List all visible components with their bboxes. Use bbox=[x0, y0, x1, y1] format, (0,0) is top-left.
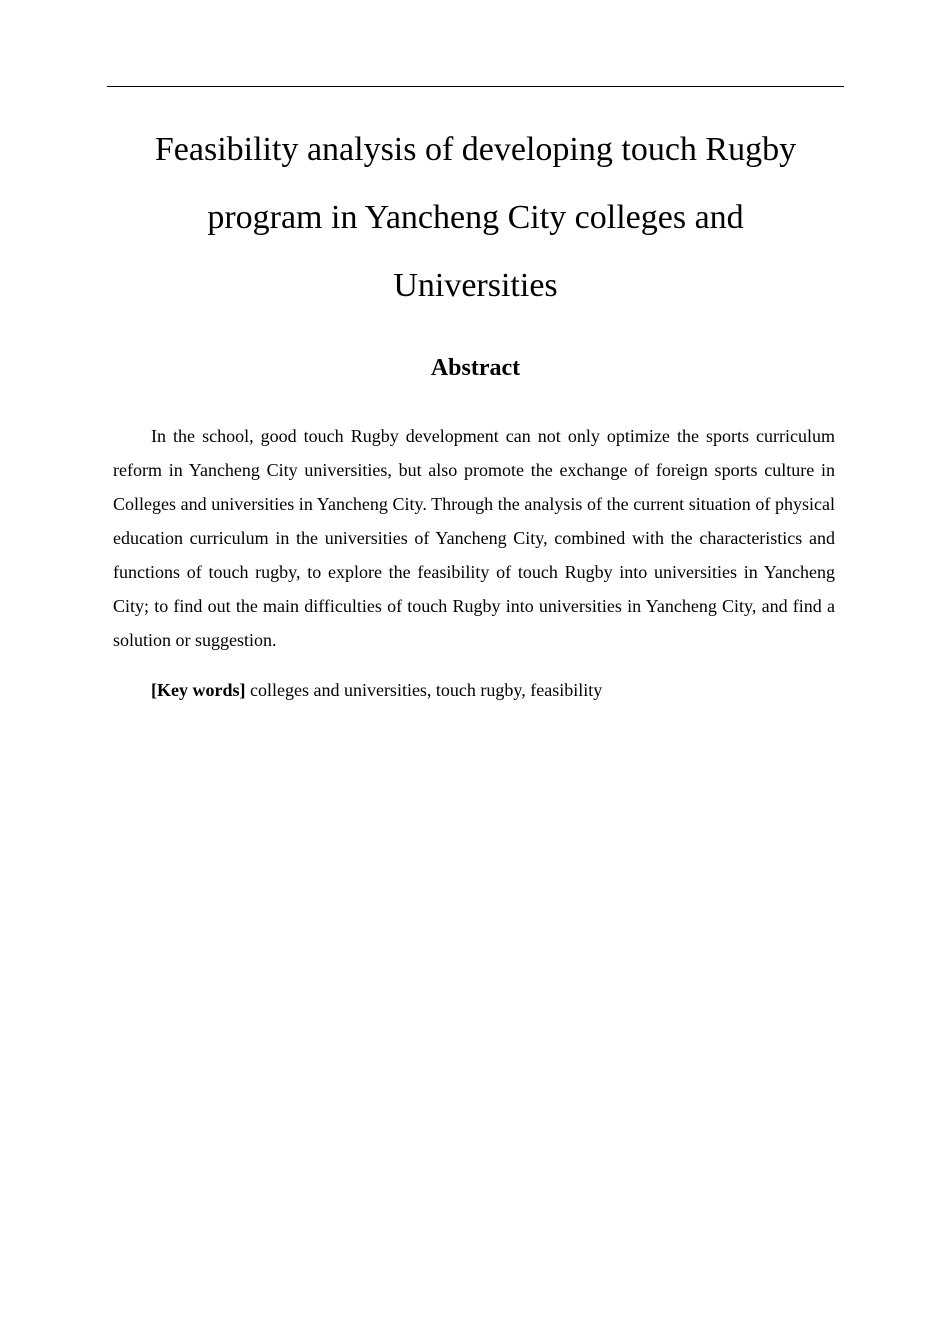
abstract-heading: Abstract bbox=[430, 355, 521, 381]
keywords-text: colleges and universities, touch rugby, feasibility bbox=[245, 680, 603, 700]
keywords-label: [Key words] bbox=[151, 680, 246, 700]
title-line-3: Universities bbox=[393, 267, 558, 304]
title-line-2: program in Yancheng City colleges and bbox=[207, 199, 744, 236]
document-title bbox=[107, 116, 844, 320]
title-line-1: Feasibility analysis of developing touch Rugby bbox=[154, 131, 797, 168]
keywords-line bbox=[113, 673, 835, 707]
header-rule bbox=[107, 86, 844, 87]
abstract-paragraph: In the school, good touch Rugby development can not only optimize the sports curriculum reform in Yancheng City universities, but also promote the exchange of foreign sports culture in Colleges and universities in Yancheng City. Through the analysis of the current situation of physical education curriculum in the universities of Yancheng City, combined with the characteristics and functions of touch rugby, to explore the feasibility of touch Rugby into universities in Yancheng City; to find out the main difficulties of touch Rugby into universities in Yancheng City, and find a solution or suggestion. bbox=[113, 426, 835, 650]
